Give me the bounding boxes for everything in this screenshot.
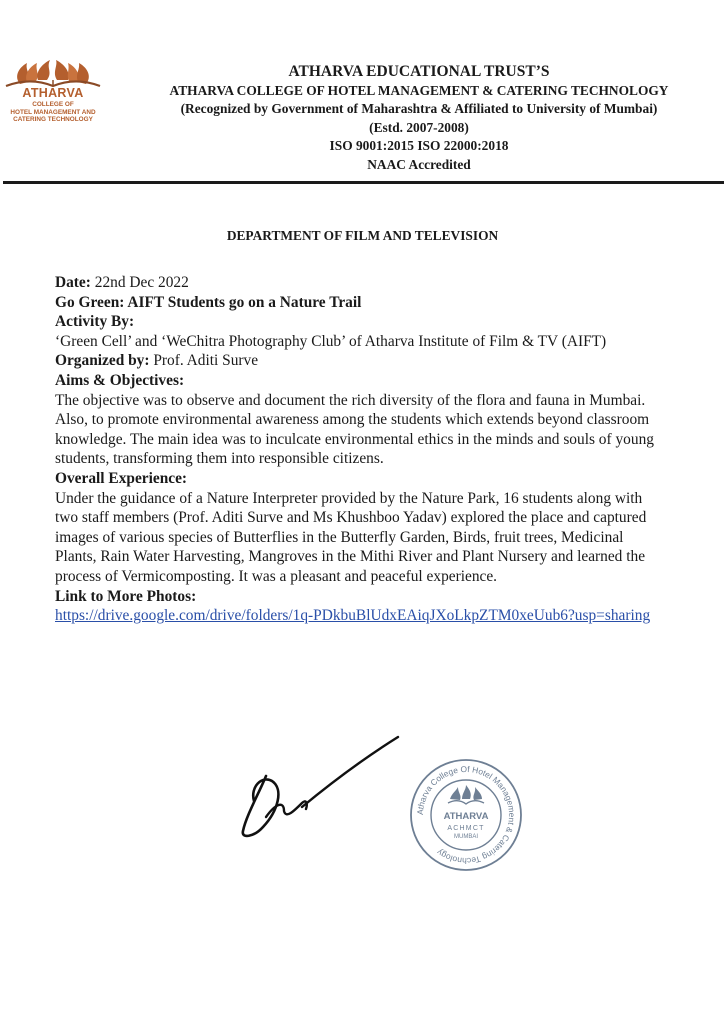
activity-heading: Activity By: xyxy=(55,313,135,331)
photos-link-line xyxy=(55,606,660,626)
aims-text: The objective was to observe and document the rich diversity of the flora and fauna in Mumbai. Also, to promote environmental awareness among the students which extends beyond classroom knowledge. The main idea was to inculcate environmental ethics in the minds and souls of young students, transforming them into responsible citizens. xyxy=(55,391,654,468)
department-title: DEPARTMENT OF FILM AND TELEVISION xyxy=(226,228,499,243)
header-divider xyxy=(3,181,724,184)
college-seal-icon xyxy=(408,757,524,873)
logo-subtitle: COLLEGE OF HOTEL MANAGEMENT AND CATERING TECHNOLOGY xyxy=(10,101,96,124)
experience-text: Under the guidance of a Nature Interpreter provided by the Nature Park, 16 students along with two staff members (Prof. Aditi Surve and Ms Khushboo Yadav) explored the place and captured images of various species of Butterflies in the Butterfly Garden, Birds, fruit trees, Medicinal Plants, Rain Water Harvesting, Mangroves in the Mithi River and Plant Nursery and learned the process of Vermicomposting. It was a pleasant and peaceful experience. xyxy=(55,489,647,585)
date-label: Date: xyxy=(55,274,91,291)
seal-code: ACHMCT xyxy=(447,825,485,832)
aims-heading: Aims & Objectives: xyxy=(55,371,185,389)
report-title: Go Green: AIFT Students go on a Nature Trail xyxy=(55,293,362,311)
signature-icon xyxy=(236,731,406,841)
date-value: 22nd Dec 2022 xyxy=(90,274,189,291)
seal-name: ATHARVA xyxy=(443,811,489,822)
naac-line: NAAC Accredited xyxy=(367,156,471,172)
organized-value: Prof. Aditi Surve xyxy=(149,352,259,370)
experience-heading: Overall Experience: xyxy=(55,469,188,487)
college-name: ATHARVA COLLEGE OF HOTEL MANAGEMENT & CATERING TECHNOLOGY xyxy=(169,83,669,98)
date-line xyxy=(55,273,660,293)
letterhead xyxy=(130,62,708,174)
activity-text: ‘Green Cell’ and ‘WeChitra Photography Club’ of Atharva Institute of Film & TV (AIFT) xyxy=(55,332,607,350)
photos-link[interactable]: https://drive.google.com/drive/folders/1q-PDkbuBlUdxEAiqJXoLkpZTM0xeUub6?usp=sharing xyxy=(55,607,651,625)
link-heading: Link to More Photos: xyxy=(55,587,197,605)
organized-label: Organized by: xyxy=(55,352,150,370)
established-line: (Estd. 2007-2008) xyxy=(369,119,469,135)
report-body xyxy=(55,273,660,626)
seal-city: MUMBAI xyxy=(454,834,478,840)
trust-name: ATHARVA EDUCATIONAL TRUST’S xyxy=(288,63,550,80)
organized-line xyxy=(55,351,660,371)
college-logo xyxy=(0,58,106,158)
logo-name: ATHARVA xyxy=(22,86,84,100)
seal-ring-text: Atharva College Of Hotel Management & Catering Technology xyxy=(414,763,518,867)
flame-book-icon xyxy=(0,58,106,88)
iso-line: ISO 9001:2015 ISO 22000:2018 xyxy=(329,138,509,154)
recognition-line: (Recognized by Government of Maharashtra & Affiliated to University of Mumbai) xyxy=(180,101,658,116)
